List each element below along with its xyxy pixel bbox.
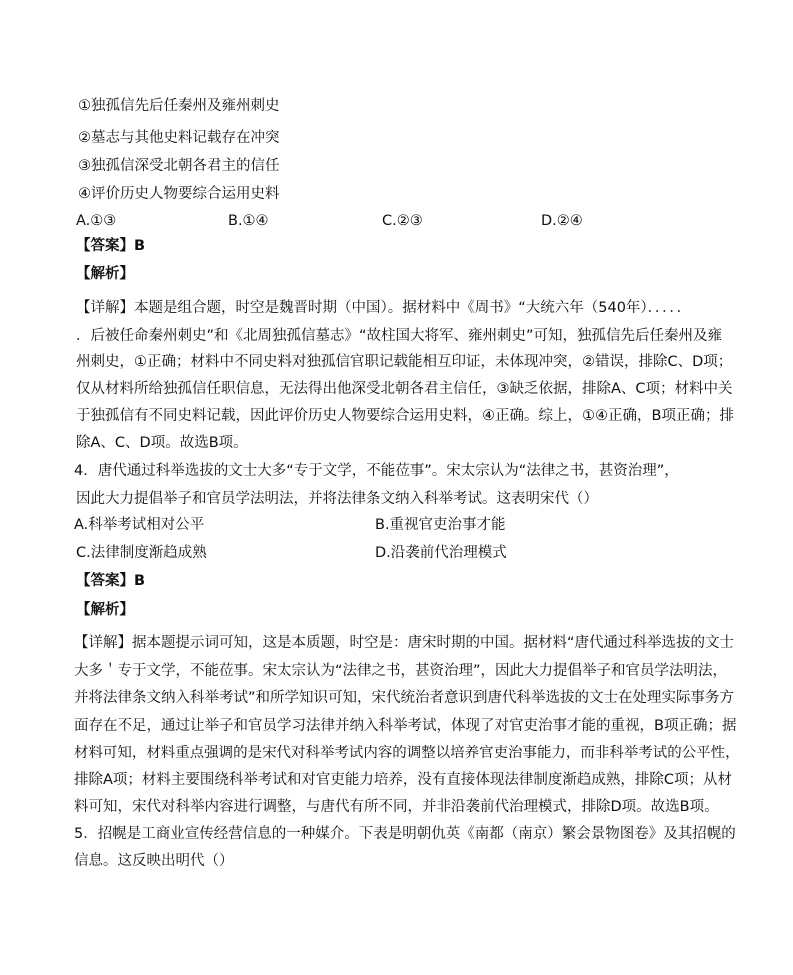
q3-statement-2: ②墓志与其他史料记载存在冲突: [78, 130, 280, 146]
q4-option-d: D.沿袭前代治理模式: [375, 545, 507, 561]
q4-analysis-label: 【解析】: [76, 602, 134, 618]
q3-option-a: A.①③: [76, 213, 117, 229]
q4-detail-line: 面存在不足，通过让举子和官员学习法律并纳入科举考试，体现了对官吏治事才能的重视，B项正确；据: [74, 718, 737, 734]
q3-answer: 【答案】B: [76, 238, 146, 254]
q4-detail-line: 材料可知，材料重点强调的是宋代对科举考试内容的调整以培养官吏治事能力，而非科举考试的公平性，: [74, 745, 740, 761]
q3-statement-3: ③独孤信深受北朝各君主的信任: [78, 158, 280, 174]
q4-option-c: C.法律制度渐趋成熟: [76, 545, 207, 561]
q3-detail-line: 州刺史，①正确；材料中不同史料对独孤信官职记载能相互印证，未体现冲突，②错误，排除C、D项；: [76, 354, 733, 370]
q4-detail-line: 【详解】据本题提示词可知，这是本质题，时空是：唐宋时期的中国。据材料“唐代通过科举选拔的文士: [74, 635, 735, 651]
q3-detail-line: 于独孤信有不同史料记载，因此评价历史人物要综合运用史料，④正确。综上，①④正确，B项正确；排: [76, 408, 734, 424]
q5-stem-line-1: 5．招幌是工商业宣传经营信息的一种媒介。下表是明朝仇英《南都（南京）繁会景物图卷》及其招幌的: [74, 826, 736, 842]
q3-analysis-label: 【解析】: [76, 266, 134, 282]
q4-detail-line: 排除A项；材料主要围绕科举考试和对官吏能力培养，没有直接体现法律制度渐趋成熟，排除C项；从材: [74, 772, 733, 788]
q3-detail-line: 【详解】本题是组合题，时空是魏晋时期（中国）。据材料中《周书》“大统六年（540年）．．．．．: [76, 300, 692, 316]
q3-statement-1: ①独孤信先后任秦州及雍州刺史: [78, 98, 280, 114]
q3-detail-line: 除A、C、D项。故选B项。: [76, 435, 248, 451]
q5-stem-line-2: 信息。这反映出明代（）: [74, 853, 234, 869]
q4-option-b: B.重视官吏治事才能: [375, 517, 506, 533]
q4-stem-line-2: 因此大力提倡举子和官员学法明法，并将法律条文纳入科举考试。这表明宋代（）: [76, 491, 598, 507]
q3-statement-4: ④评价历史人物要综合运用史料: [78, 186, 280, 202]
q4-detail-line: 大多＇专于文学，不能莅事。宋太宗认为“法律之书，甚资治理”，因此大力提倡举子和官员学法明法，: [74, 663, 728, 679]
q3-option-d: D.②④: [541, 213, 583, 229]
q3-option-b: B.①④: [228, 213, 269, 229]
q4-detail-line: 并将法律条文纳入科举考试”和所学知识可知，宋代统治者意识到唐代科举选拔的文士在处理实际事务方: [74, 690, 735, 706]
q4-stem-line-1: 4．唐代通过科举选拔的文士大多“专于文学，不能莅事”。宋太宗认为“法律之书，甚资治理”，: [74, 463, 679, 479]
q3-detail-line: ．后被任命秦州刺史”和《北周独孤信墓志》“故柱国大将军、雍州刺史”可知，独孤信先后任秦州及雍: [76, 328, 723, 344]
q3-detail-line: 仅从材料所给独孤信任职信息，无法得出他深受北朝各君主信任，③缺乏依据，排除A、C项；材料中关: [76, 381, 733, 397]
q3-option-c: C.②③: [382, 213, 423, 229]
q4-option-a: A.科举考试相对公平: [74, 517, 205, 533]
q4-detail-line: 料可知，宋代对科举内容进行调整，与唐代有所不同，并非沿袭前代治理模式，排除D项。故选B项。: [74, 799, 719, 815]
q4-answer: 【答案】B: [76, 573, 146, 589]
